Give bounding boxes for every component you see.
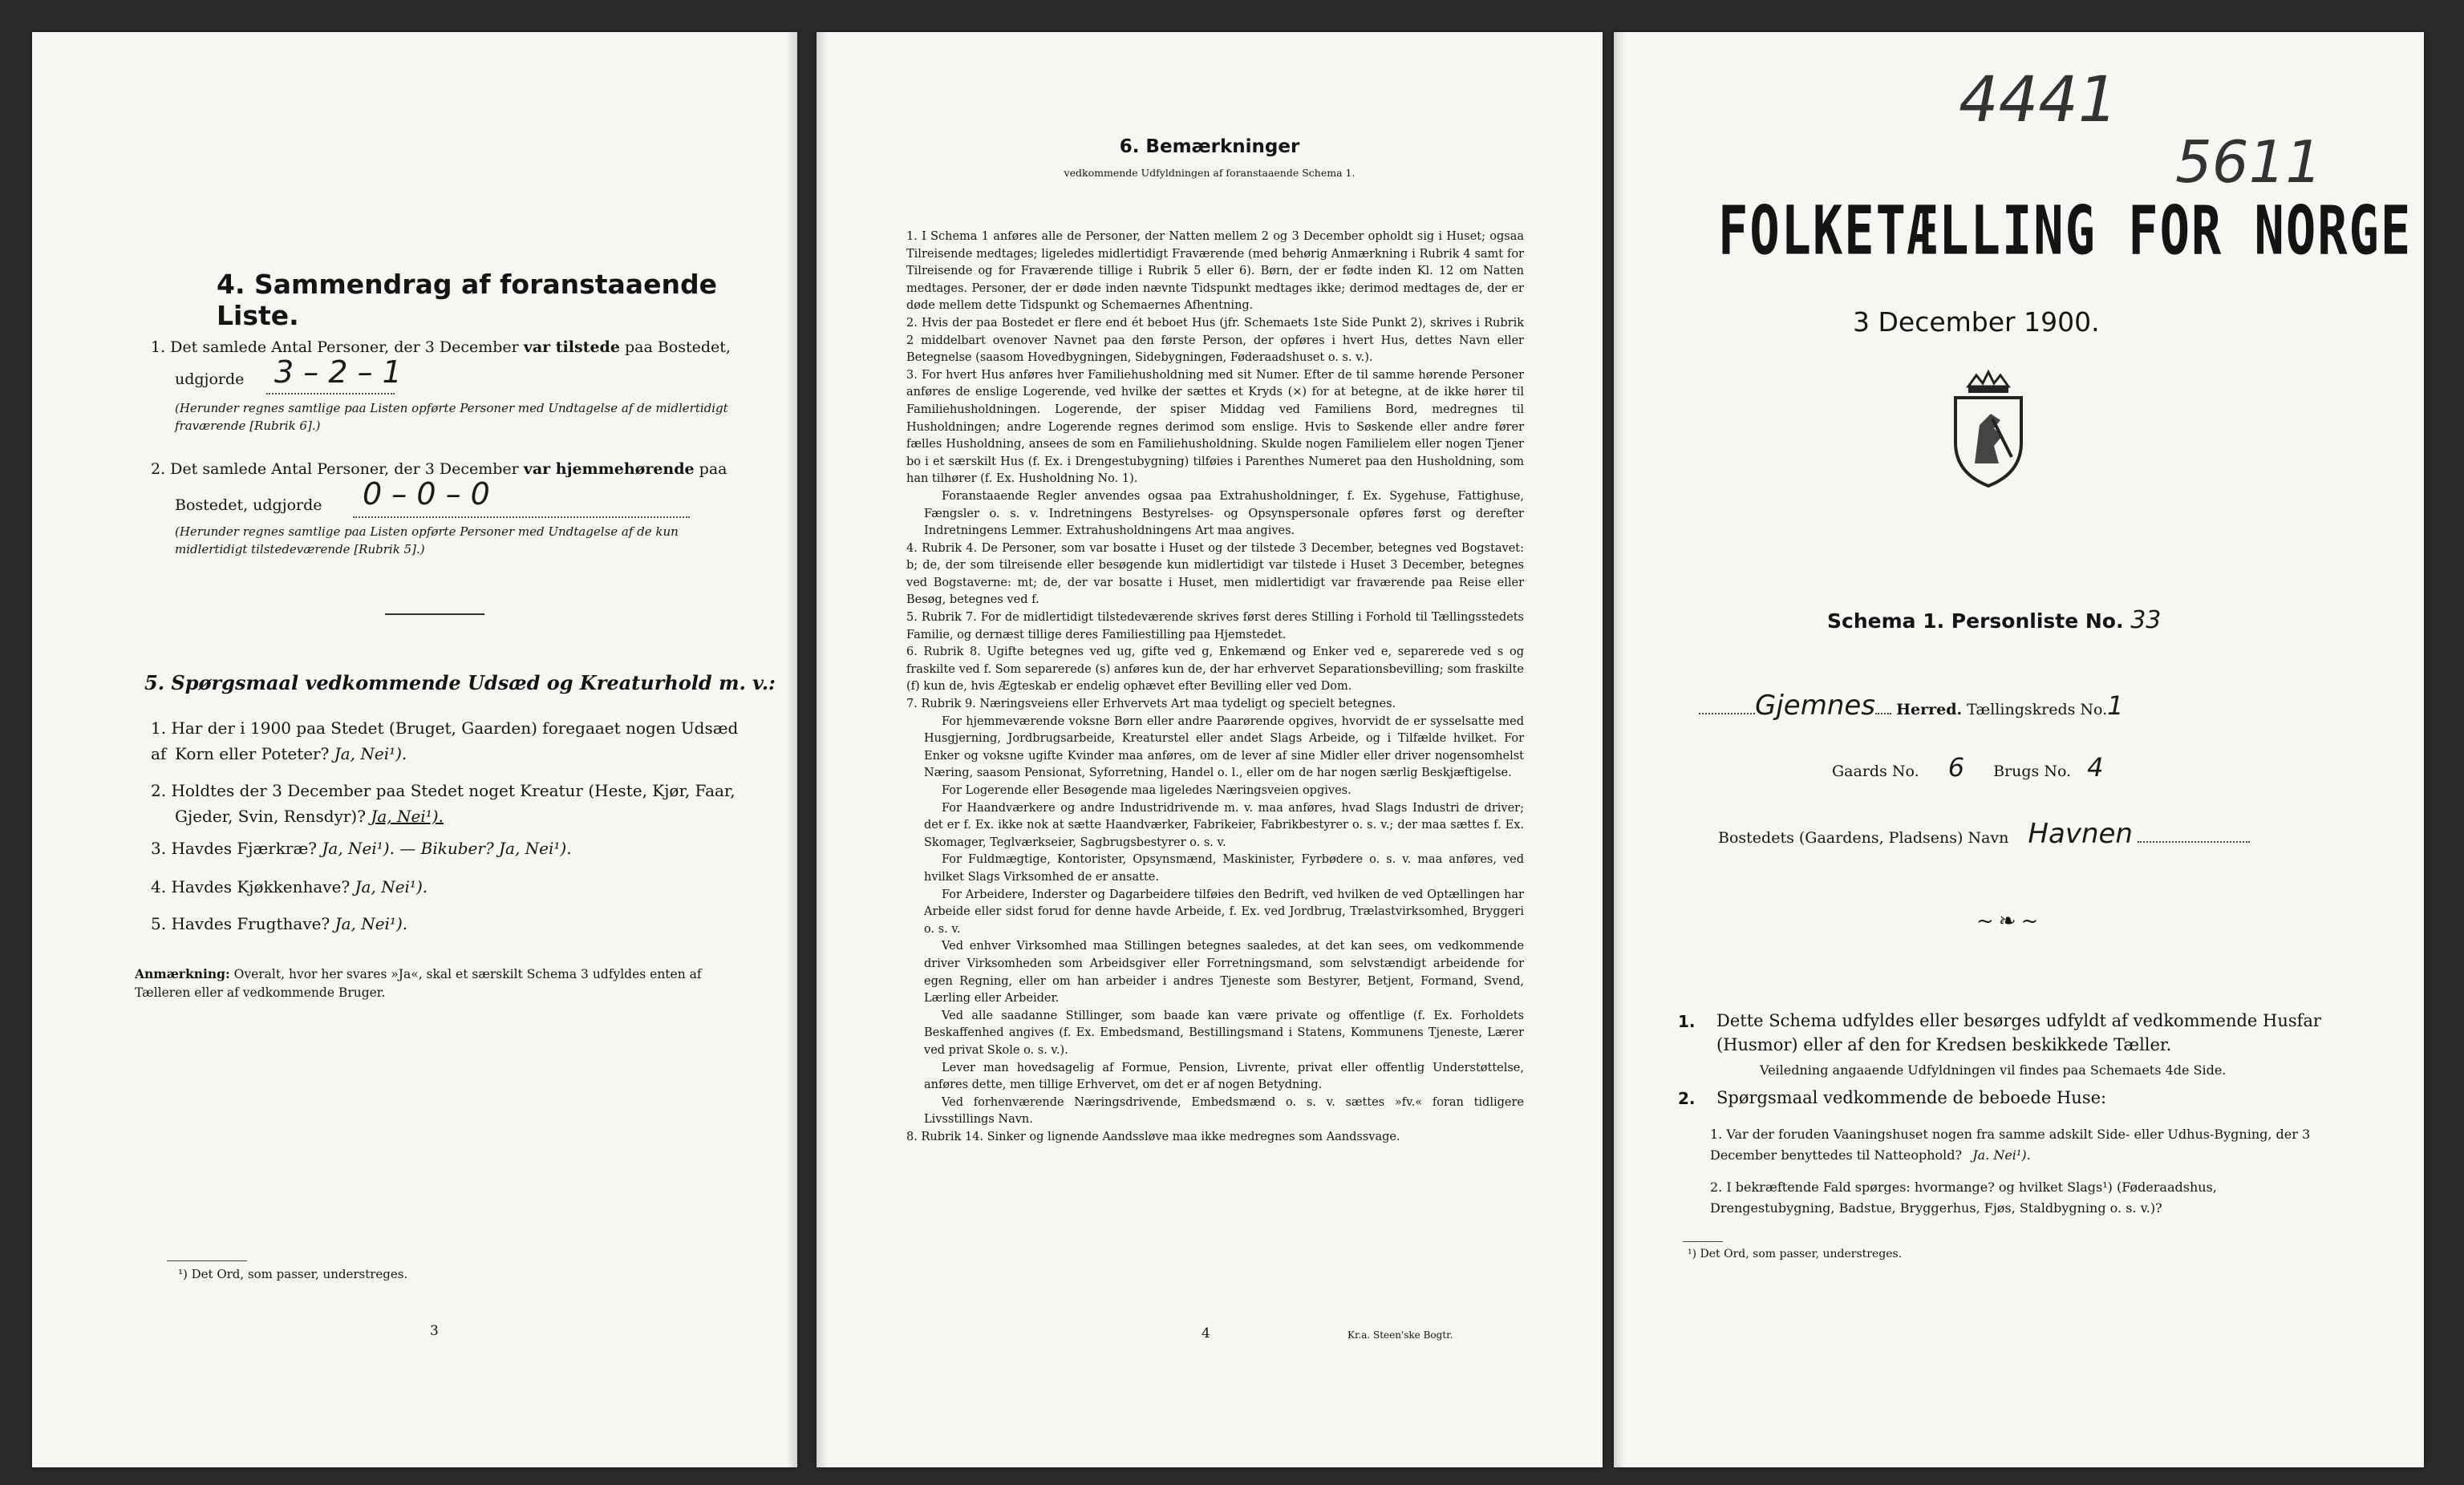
question-1: 1. Har der i 1900 paa Stedet (Bruget, Gaarden) foregaaet nogen Udsæd af xyxy=(151,718,739,763)
remark-paragraph: 6. Rubrik 8. Ugifte betegnes ved ug, gifte ved g, Enkemænd og Enker ved e, separerede ved s og fraskilte ved f. Som separerede (s) anføres kun de, der har erhvervet Separationsbevilling; som fraskilte (f) kun de, hvis Ægteskab er endelig ophævet efter Bevilling eller ved Dom. xyxy=(906,645,1524,694)
page-3-summary xyxy=(32,32,797,1467)
item-1-note: (Herunder regnes samtlige paa Listen opførte Personer med Undtagelse af de midlertidigt fraværende [Rubrik 6].) xyxy=(175,401,728,433)
section-5-title: 5. Spørgsmaal vedkommende Udsæd og Kreaturhold m. v.: xyxy=(144,671,776,694)
question-1-answer: Ja, Nei¹). xyxy=(334,744,407,763)
pencil-note-top: 4441 xyxy=(1959,64,2118,136)
question-2-answer: Ja, Nei¹). xyxy=(371,807,444,826)
point-1-text: Dette Schema udfyldes eller besørges udfyldt af vedkommende Husfar (Husmor) eller af den for Kredsen beskikkede Tæller. xyxy=(1716,1011,2321,1054)
divider xyxy=(385,613,484,615)
herred-row: Gjemnes Herred. Tællingskreds No.1 xyxy=(1699,690,2324,722)
page-4-remarks xyxy=(817,32,1603,1467)
remark-paragraph: For Fuldmægtige, Kontorister, Opsynsmænd, Maskinister, Fyrbødere o. s. v. maa anføres, ved hvilket Slags Virksomhed de er ansatte. xyxy=(924,853,1524,884)
remark-paragraph: For hjemmeværende voksne Børn eller andre Paarørende opgives, hvorvidt de er sysselsatte med Husgjerning, Jordbrugsarbeide, Kreaturstel eller andet Slags Arbeide, og i Tilfælde hvilket. For Enker og voksne ugifte Kvinder maa anføres, om de lever af sine Midler eller driver nogensomhelst Næring, saasom Pensionat, Syforretning, Handel o. l., eller om de har nogen særlig Beskjæftigelse. xyxy=(924,714,1524,780)
remark-paragraph: 1. I Schema 1 anføres alle de Personer, der Natten mellem 2 og 3 December opholdt sig i Huset; ogsaa Tilreisende medtages; ligeledes midlertidigt Fraværende (med behørig Anmærkning i Rubrik 4 samt for Tilreisende og for Fraværende tillige i Rubrik 5 eller 6). Børn, der er fødte inden Kl. 12 om Natten medtages. Personer, der er døde inden nævnte Tidspunkt medtages ikke; derimod medtages de, der er døde mellem dette Tidspunkt og Schemaernes Afhentning. xyxy=(906,230,1524,313)
item-2: 2. Det samlede Antal Personer, der 3 December var hjemmehørende paa xyxy=(151,460,727,478)
remark-paragraph: Foranstaaende Regler anvendes ogsaa paa Extrahusholdninger, f. Ex. Sygehuse, Fattighuse, Fængsler o. s. v. Indretningens Bestyrelses- og Opsynspersonale opføres først og derefter Indretningens Lemmer. Extrahusholdningens Art maa angives. xyxy=(924,489,1524,538)
personliste-number: 33 xyxy=(2130,606,2162,634)
item-2-line xyxy=(353,516,690,518)
subquestion-2: 2. I bekræftende Fald spørges: hvormange? og hvilket Slags¹) (Føderaadshus, Drengestubygning, Badstue, Bryggerhus, Fjøs, Staldbygning o. s. v.)? xyxy=(1710,1180,2217,1216)
bosted-row: Bostedets (Gaardens, Pladsens) Navn Havnen xyxy=(1718,818,2328,850)
ornament: ~❧~ xyxy=(1976,909,2044,933)
point-2-number: 2. xyxy=(1678,1089,1696,1108)
question-2: 2. Holdtes der 3 December paa Stedet noget Kreatur (Heste, Kjør, Faar, xyxy=(151,781,736,800)
question-4: 4. Havdes Kjøkkenhave? Ja, Nei¹). xyxy=(151,877,428,896)
question-3: 3. Havdes Fjærkræ? Ja, Nei¹). — Bikuber? Ja, Nei¹). xyxy=(151,839,572,858)
question-5-answer: Ja, Nei¹). xyxy=(334,914,408,933)
remarks-list xyxy=(906,229,1524,1146)
page-gutter xyxy=(1614,32,1625,1467)
herred-value: Gjemnes xyxy=(1755,690,1876,722)
item-1: 1. Det samlede Antal Personer, der 3 December var tilstede paa Bostedet, xyxy=(151,338,731,356)
remark-paragraph: Ved alle saadanne Stillinger, som baade kan være private og offentlige (f. Ex. Forholdets Beskaffenhed angives (f. Ex. Embedsmand, Bestillingsmand i Statens, Kommunens Tjeneste, Lærer ved privat Skole o. s. v.). xyxy=(924,1009,1524,1057)
bosted-value: Havnen xyxy=(2028,818,2133,850)
remark-paragraph: For Arbeidere, Inderster og Dagarbeidere tilføies den Bedrift, ved hvilken de ved Optællingen har Arbeide eller sidst forud for denne havde Arbeide, f. Ex. ved Jordbrug, Trælastvirksomhed, Bryggeri o. s. v. xyxy=(924,888,1524,936)
footnote: ¹) Det Ord, som passer, understreges. xyxy=(178,1267,408,1281)
gaards-value: 6 xyxy=(1947,752,1965,783)
remark-paragraph: 5. Rubrik 7. For de midlertidigt tilstedeværende skrives først deres Stilling i Forhold til Tællingsstedets Familie, og dernæst tillige deres Familiestilling paa Hjemstedet. xyxy=(906,611,1524,641)
gaards-row: Gaards No. 6 Brugs No. 4 xyxy=(1832,752,2104,783)
question-4-answer: Ja, Nei¹). xyxy=(355,877,428,896)
section-4-title: 4. Sammendrag af foranstaaende Liste. xyxy=(217,269,717,331)
question-5: 5. Havdes Frugthave? Ja, Nei¹). xyxy=(151,914,408,933)
printer-imprint: Kr.a. Steen'ske Bogtr. xyxy=(1348,1329,1453,1341)
subquestion-1-answer: Ja. Nei¹). xyxy=(1972,1147,2031,1163)
footnote-rule xyxy=(167,1260,247,1261)
point-1-guidance: Veiledning angaaende Udfyldningen vil findes paa Schemaets 4de Side. xyxy=(1760,1062,2227,1078)
subquestion-1: 1. Var der foruden Vaaningshuset nogen fra samme adskilt Side- eller Udhus-Bygning, der 3 December benyttedes til Natteophold? Ja. Nei¹). xyxy=(1710,1127,2311,1163)
remark-paragraph: For Haandværkere og andre Industridrivende m. v. maa anføres, hvad Slags Industri de driver; det er f. Ex. ikke nok at sætte Haandværker, Fabrikeier, Fabrikbestyrer o. s. v.; der maa sættes f. Ex. Skomager, Teglværkseier, Sagbrugsbestyrer o. s. v. xyxy=(924,801,1524,849)
question-3-answer: Ja, Nei¹). — Bikuber? Ja, Nei¹). xyxy=(322,839,572,858)
item-1-label: udgjorde xyxy=(175,370,245,388)
question-2-cont: Gjeder, Svin, Rensdyr)? Ja, Nei¹). xyxy=(175,807,444,826)
item-2-handwritten: 0 – 0 – 0 xyxy=(363,476,490,512)
page-number: 3 xyxy=(430,1323,439,1339)
item-1-line xyxy=(266,393,395,395)
annotation: Anmærkning: Overalt, hvor her svares »Ja«, skal et særskilt Schema 3 udfyldes enten af Tælleren eller af vedkommende Bruger. xyxy=(135,966,702,1000)
coat-of-arms-icon xyxy=(1944,369,2032,489)
point-2-text: Spørgsmaal vedkommende de beboede Huse: xyxy=(1716,1088,2107,1107)
brugs-value: 4 xyxy=(2087,752,2104,783)
item-1-handwritten: 3 – 2 – 1 xyxy=(274,354,402,390)
remark-paragraph: 3. For hvert Hus anføres hver Familiehusholdning med sit Numer. Efter de til samme hørende Personer anføres de enslige Logerende, ved hvilke der sættes et Kryds (×) for at betegne, at de ikke hører til Familiehusholdningen. Logerende, der spiser Middag ved Familiens Bord, medregnes til Husholdningen; andre Logerende regnes derimod som enslige. Hvis to Søskende eller andre fører fælles Husholdning, ansees de som en Familiehusholdning. Skulde nogen Familielem eller nogen Tjener bo i et særskilt Hus (f. Ex. i Drengestubygning) tilføies i Parenthes Numeret paa den Husholdning, som han tilhører (f. Ex. Husholdning No. 1). xyxy=(906,368,1524,486)
schema-label: Schema 1. Personliste No. 33 xyxy=(1827,606,2162,634)
item-2-note: (Herunder regnes samtlige paa Listen opførte Personer med Undtagelse af de kun midlertidigt tilstedeværende [Rubrik 5].) xyxy=(175,524,679,556)
item-2-label: Bostedet, udgjorde xyxy=(175,496,322,514)
remark-paragraph: 8. Rubrik 14. Sinker og lignende Aandssløve maa ikke medregnes som Aandssvage. xyxy=(906,1130,1400,1143)
remark-paragraph: For Logerende eller Besøgende maa ligeledes Næringsveien opgives. xyxy=(942,784,1352,797)
footnote-rule xyxy=(1683,1241,1723,1242)
remark-paragraph: 2. Hvis der paa Bostedet er flere end ét beboet Hus (jfr. Schemaets 1ste Side Punkt 2), skrives i Rubrik 2 middelbart ovenover Navnet paa den første Person, der opføres i hvert Hus, dettes Navn eller Betegnelse (saasom Hovedbygningen, Sidebygningen, Føderaadshuset o. s. v.). xyxy=(906,316,1524,365)
remark-paragraph: Ved enhver Virksomhed maa Stillingen betegnes saaledes, at det kan sees, om vedkommende driver Virksomheden som Arbeidsgiver eller Forretningsmand, som selvstændigt arbeidende for egen Regning, eller om han arbeider i andres Tjeneste som Bestyrer, Betjent, Formand, Svend, Lærling eller Arbeider. xyxy=(924,940,1524,1006)
remark-paragraph: 7. Rubrik 9. Næringsveiens eller Erhvervets Art maa tydeligt og specielt betegnes. xyxy=(906,698,1396,711)
footnote: ¹) Det Ord, som passer, understreges. xyxy=(1688,1248,1903,1260)
remark-paragraph: Lever man hovedsagelig af Formue, Pension, Livrente, privat eller offentlig Understøttelse, anføres dette, men tillige Erhvervet, om det er af nogen Betydning. xyxy=(924,1061,1524,1092)
page-number: 4 xyxy=(1202,1325,1210,1341)
question-1-cont: Korn eller Poteter? Ja, Nei¹). xyxy=(175,744,407,763)
census-title: FOLKETÆLLING FOR NORGE xyxy=(1718,191,2413,270)
page-gutter xyxy=(817,32,828,1467)
remarks-subtitle: vedkommende Udfyldningen af foranstaaende Schema 1. xyxy=(1064,167,1356,179)
remark-paragraph: 4. Rubrik 4. De Personer, som var bosatte i Huset og der tilstede 3 December, betegnes ved Bogstavet: b; de, der som tilreisende eller besøgende kun midlertidigt var tilstede i Huset 3 December, betegnes ved Bogstaverne: mt; de, der var bosatte i Huset, men midlertidigt var fraværende paa Reise eller Besøg, betegnes ved f. xyxy=(906,541,1524,607)
pencil-note-right: 5611 xyxy=(2175,128,2323,196)
front-page-personliste xyxy=(1614,32,2424,1467)
remark-paragraph: Ved forhenværende Næringsdrivende, Embedsmænd o. s. v. sættes »fv.« foran tidligere Livsstillings Navn. xyxy=(924,1095,1524,1127)
page-gutter xyxy=(786,32,797,1467)
remarks-title: 6. Bemærkninger xyxy=(1119,136,1300,157)
census-date: 3 December 1900. xyxy=(1853,306,2100,338)
krets-value: 1 xyxy=(2107,690,2124,721)
point-1-number: 1. xyxy=(1678,1012,1696,1031)
